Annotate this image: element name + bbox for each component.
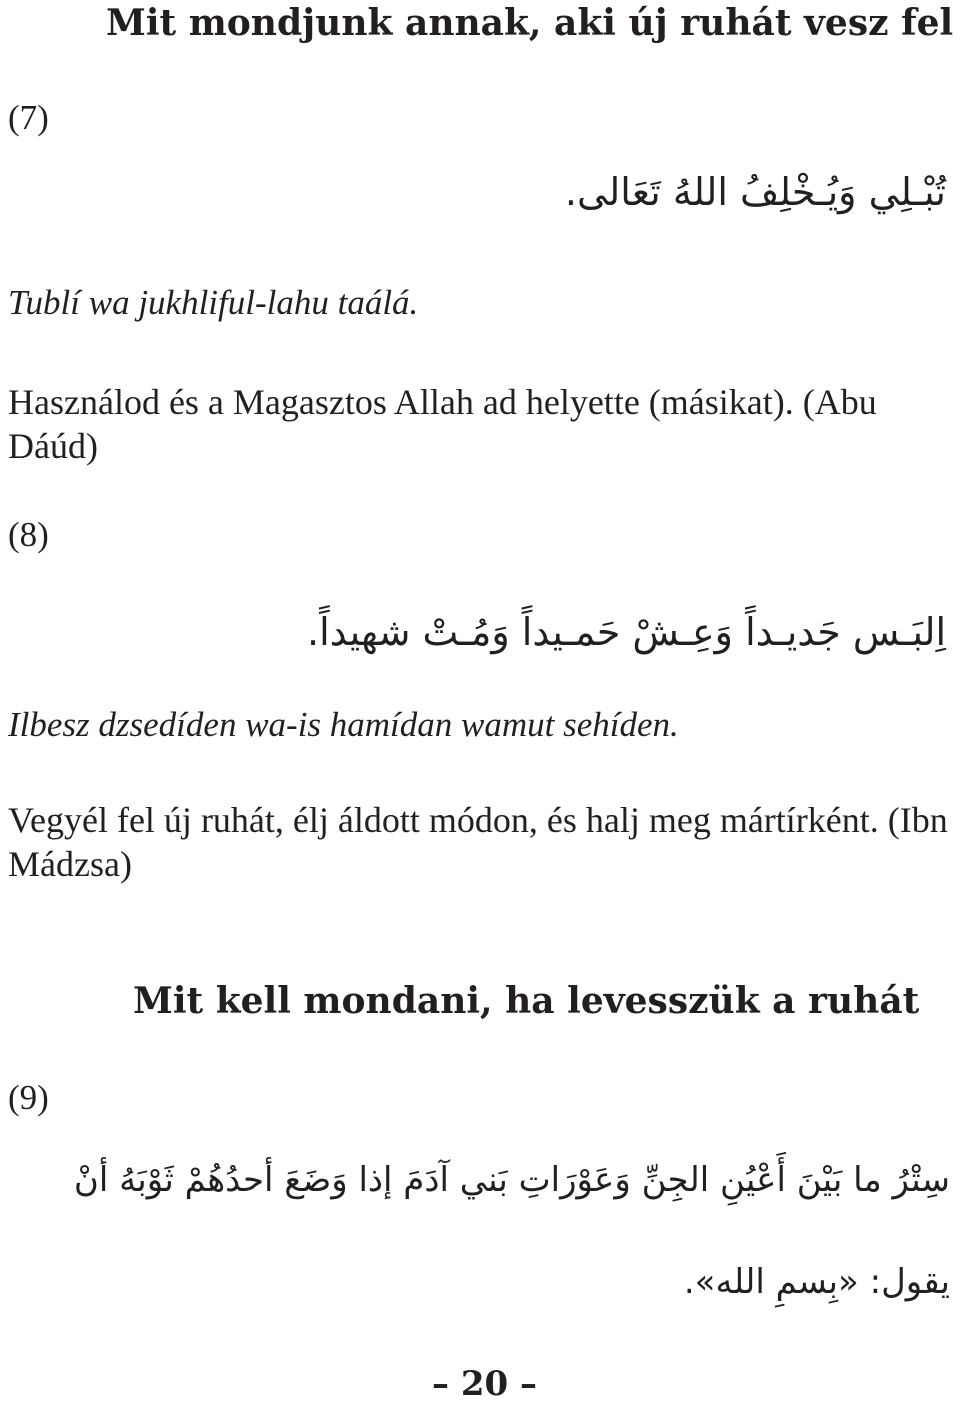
arabic-text: تُبْـلِي وَيُـخْلِفُ اللهُ تَعَالى. — [564, 170, 946, 214]
item-number: (9) — [8, 1078, 49, 1117]
arabic-text: يقول: «بِسمِ الله». — [683, 1262, 950, 1302]
translation: Vegyél fel új ruhát, élj áldott módon, és halj meg mártírként. (Ibn Mádzsa) — [8, 800, 948, 884]
transliteration: Tublí wa jukhliful-lahu taálá. — [8, 283, 419, 322]
arabic-text: اِلبَـس جَديـداً وَعِـشْ حَمـيداً وَمُـتْ شهيداً. — [307, 610, 946, 654]
arabic-text: سِتْرُ ما بَيْنَ أَعْيُنِ الجِنِّ وَعَوْرَاتِ بَني آدَمَ إذا وَضَعَ أحدُهُمْ ثَوْبَهُ أنْ — [73, 1160, 950, 1200]
page-number-value: 20 — [460, 1364, 509, 1404]
footer-dash-right: – — [520, 1364, 538, 1404]
translation: Használod és a Magasztos Allah ad helyette (másikat). (Abu Dáúd) — [8, 382, 877, 466]
footer-dash-left: – — [432, 1364, 449, 1404]
item-number: (7) — [8, 98, 49, 137]
section-heading: Mit kell mondani, ha levesszük a ruhát — [133, 980, 920, 1022]
transliteration: Ilbesz dzsedíden wa-is hamídan wamut sehíden. — [8, 705, 679, 744]
page-number — [432, 1364, 537, 1404]
section-heading: Mit mondjunk annak, aki új ruhát vesz fel — [106, 2, 954, 44]
item-number: (8) — [8, 515, 49, 554]
